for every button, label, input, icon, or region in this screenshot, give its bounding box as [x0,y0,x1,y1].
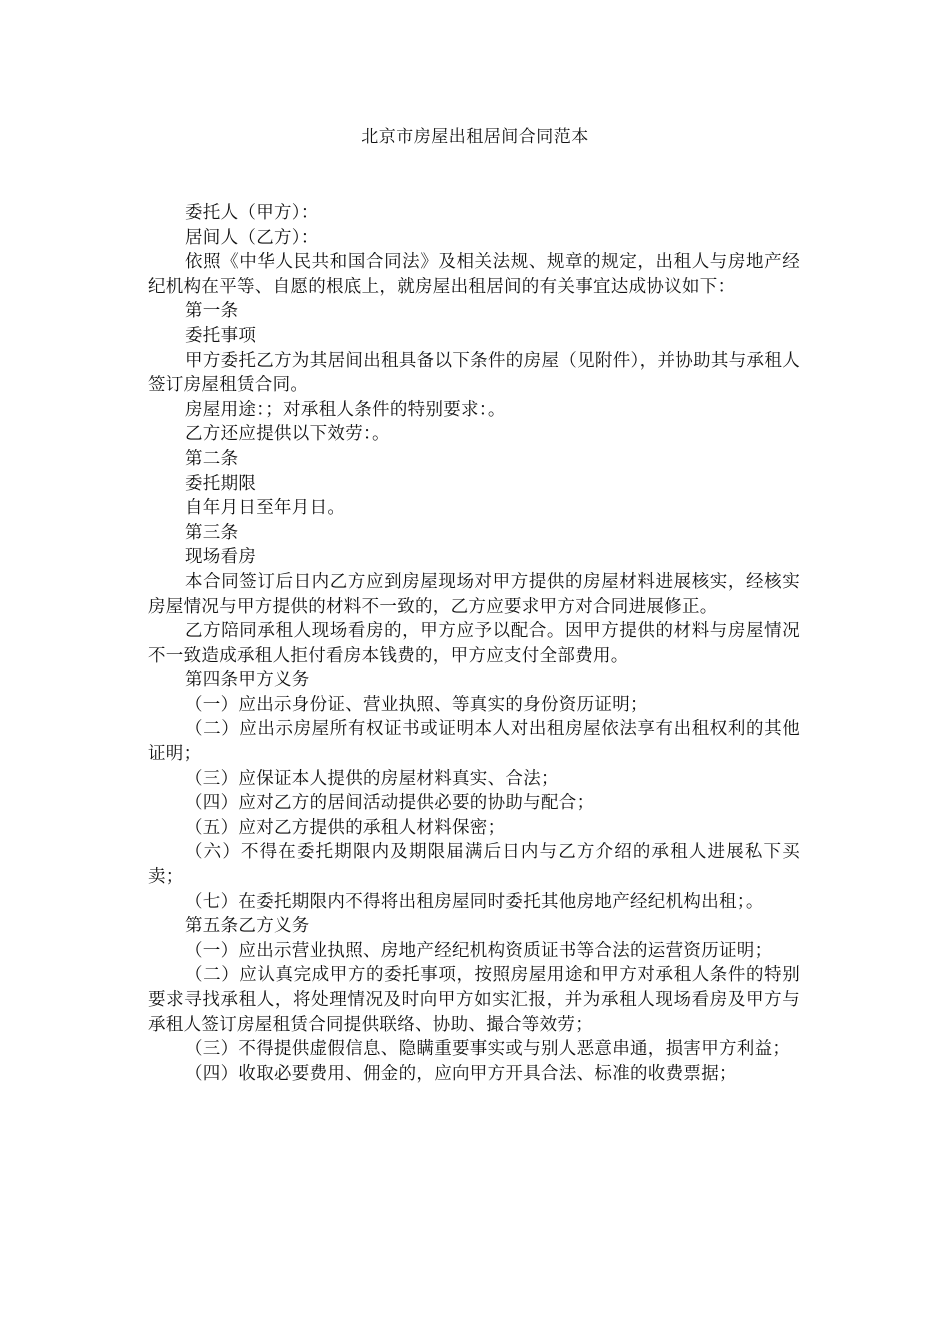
list-item: （七）在委托期限内不得将出租房屋同时委托其他房地产经纪机构出租；。 [185,891,764,912]
article-subheading: 现场看房 [185,547,257,568]
article-subheading: 委托事项 [185,325,257,346]
paragraph: 乙方陪同承租人现场看房的，甲方应予以配合。因甲方提供的材料与房屋情况不一致造成承租人拒付看房本钱费的，甲方应支付全部费用。 [148,621,800,666]
document-title: 北京市房屋出租居间合同范本 [361,127,589,147]
list-item: （一）应出示营业执照、房地产经纪机构资质证书等合法的运营资历证明； [185,940,773,961]
article-heading: 第一条 [185,301,239,322]
paragraph-intermediary: 居间人（乙方）： [185,227,319,248]
paragraph: 房屋用途：；对承租人条件的特别要求：。 [185,399,506,420]
paragraph: 乙方还应提供以下效劳：。 [185,424,390,445]
list-item: （四）应对乙方的居间活动提供必要的协助与配合； [185,793,595,814]
list-item: （三）应保证本人提供的房屋材料真实、合法； [185,768,559,789]
article-heading: 第二条 [185,448,239,469]
paragraph: 自年月日至年月日。 [185,498,346,519]
list-item: （二）应出示房屋所有权证书或证明本人对出租房屋依法享有出租权利的其他证明； [148,719,800,765]
paragraph: 甲方委托乙方为其居间出租具备以下条件的房屋（见附件），并协助其与承租人签订房屋租赁合同。 [148,350,800,396]
article-heading: 第五条乙方义务 [185,916,310,937]
document-body [148,201,800,1086]
article-subheading: 委托期限 [185,473,257,494]
article-heading: 第三条 [185,522,239,543]
list-item: （四）收取必要费用、佣金的，应向甲方开具合法、标准的收费票据； [185,1063,737,1084]
list-item: （六）不得在委托期限内及期限届满后日内与乙方介绍的承租人进展私下买卖； [148,842,800,888]
list-item: （二）应认真完成甲方的委托事项，按照房屋用途和甲方对承租人条件的特别要求寻找承租人，将处理情况及时向甲方如实汇报，并为承租人现场看房及甲方与承租人签订房屋租赁合同提供联络、协助、撮合等效劳； [148,965,800,1035]
article-heading: 第四条甲方义务 [185,670,310,691]
paragraph-preamble: 依照《中华人民共和国合同法》及相关法规、规章的规定，出租人与房地产经纪机构在平等、自愿的根底上，就房屋出租居间的有关事宜达成协议如下： [148,252,800,297]
list-item: （三）不得提供虚假信息、隐瞒重要事实或与别人恶意串通，损害甲方利益； [185,1039,791,1060]
list-item: （五）应对乙方提供的承租人材料保密； [185,817,506,838]
paragraph: 本合同签订后日内乙方应到房屋现场对甲方提供的房屋材料进展核实，经核实房屋情况与甲方提供的材料不一致的，乙方应要求甲方对合同进展修正。 [148,571,800,617]
paragraph-client: 委托人（甲方）： [185,203,319,223]
list-item: （一）应出示身份证、营业执照、等真实的身份资历证明； [185,694,648,715]
